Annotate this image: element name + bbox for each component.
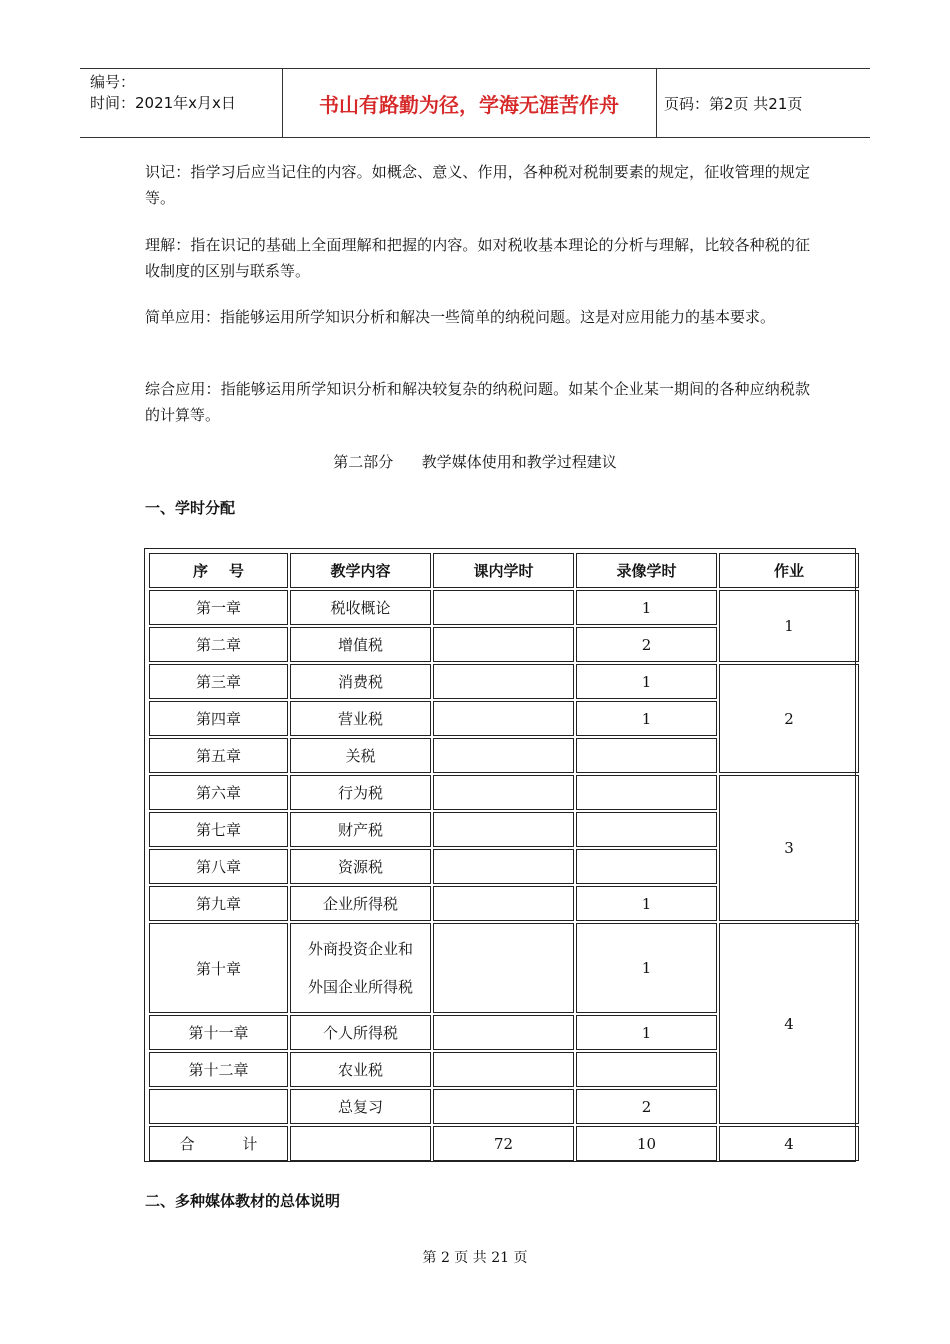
cell-class-hours bbox=[433, 664, 574, 699]
date-label: 时间：2021年x月x日 bbox=[90, 94, 236, 112]
code-label: 编号： bbox=[90, 73, 136, 91]
cell-video-hours: 1 bbox=[576, 1015, 717, 1050]
cell-seq: 第九章 bbox=[149, 886, 288, 921]
cell-class-hours bbox=[433, 1052, 574, 1087]
header-homework: 作业 bbox=[719, 553, 859, 588]
header-class-hours: 课内学时 bbox=[433, 553, 574, 588]
cell-content: 农业税 bbox=[290, 1052, 431, 1087]
cell-content-line: 外国企业所得税 bbox=[307, 978, 413, 996]
cell-content: 消费税 bbox=[290, 664, 431, 699]
cell-homework: 2 bbox=[719, 664, 859, 773]
cell-video-hours: 1 bbox=[576, 701, 717, 736]
hours-table bbox=[147, 551, 861, 1163]
cell-video-hours: 2 bbox=[576, 627, 717, 662]
cell-seq: 第十章 bbox=[149, 923, 288, 1013]
cell-content: 行为税 bbox=[290, 775, 431, 810]
cell-seq: 第十二章 bbox=[149, 1052, 288, 1087]
cell-homework: 1 bbox=[719, 590, 859, 662]
header-page-number: 页码：第2页 共21页 bbox=[664, 94, 803, 113]
cell-content bbox=[290, 923, 431, 1013]
part-title: 第二部分 教学媒体使用和教学过程建议 bbox=[333, 453, 617, 471]
cell-seq: 第三章 bbox=[149, 664, 288, 699]
header-divider bbox=[656, 69, 657, 137]
cell-class-hours bbox=[433, 923, 574, 1013]
cell-content: 关税 bbox=[290, 738, 431, 773]
table-row bbox=[149, 590, 859, 625]
cell-video-hours bbox=[576, 849, 717, 884]
cell-homework: 4 bbox=[719, 923, 859, 1124]
cell-video-hours: 2 bbox=[576, 1089, 717, 1124]
cell-class-hours bbox=[433, 701, 574, 736]
cell-content: 营业税 bbox=[290, 701, 431, 736]
header-video-hours: 录像学时 bbox=[576, 553, 717, 588]
cell-seq: 第四章 bbox=[149, 701, 288, 736]
cell-class-hours bbox=[433, 812, 574, 847]
header-meta bbox=[90, 72, 236, 114]
cell-total-label: 合 计 bbox=[149, 1126, 288, 1161]
cell-video-hours bbox=[576, 738, 717, 773]
cell-class-hours bbox=[433, 627, 574, 662]
cell-seq: 第五章 bbox=[149, 738, 288, 773]
paragraph-simple-application: 简单应用：指能够运用所学知识分析和解决一些简单的纳税问题。这是对应用能力的基本要求。 bbox=[145, 308, 776, 326]
cell-video-hours: 1 bbox=[576, 886, 717, 921]
cell-content: 资源税 bbox=[290, 849, 431, 884]
cell-homework: 3 bbox=[719, 775, 859, 921]
section-heading-media: 二、多种媒体教材的总体说明 bbox=[145, 1192, 341, 1210]
cell-class-hours bbox=[433, 886, 574, 921]
table-total-row bbox=[149, 1126, 859, 1161]
cell-class-hours bbox=[433, 849, 574, 884]
paragraph-comprehensive-application: 综合应用：指能够运用所学知识分析和解决较复杂的纳税问题。如某个企业某一期间的各种应纳税款的计算等。 bbox=[145, 380, 810, 424]
cell-content: 增值税 bbox=[290, 627, 431, 662]
cell-content: 税收概论 bbox=[290, 590, 431, 625]
cell-content-gap bbox=[291, 959, 430, 977]
cell-class-hours bbox=[433, 775, 574, 810]
cell-content-line: 外商投资企业和 bbox=[307, 940, 413, 958]
header-content: 教学内容 bbox=[290, 553, 431, 588]
cell-seq: 第十一章 bbox=[149, 1015, 288, 1050]
cell-video-hours: 1 bbox=[576, 923, 717, 1013]
paragraph-memorize: 识记：指学习后应当记住的内容。如概念、意义、作用，各种税对税制要素的规定，征收管理的规定等。 bbox=[145, 163, 810, 207]
cell-seq bbox=[149, 1089, 288, 1124]
cell-content: 个人所得税 bbox=[290, 1015, 431, 1050]
cell-total-homework: 4 bbox=[719, 1126, 859, 1161]
cell-class-hours bbox=[433, 1089, 574, 1124]
cell-total-video-hours: 10 bbox=[576, 1126, 717, 1161]
cell-seq: 第二章 bbox=[149, 627, 288, 662]
cell-video-hours bbox=[576, 1052, 717, 1087]
cell-content: 财产税 bbox=[290, 812, 431, 847]
table-row bbox=[149, 923, 859, 1013]
cell-seq: 第一章 bbox=[149, 590, 288, 625]
cell-video-hours bbox=[576, 812, 717, 847]
paragraph-understand: 理解：指在识记的基础上全面理解和把握的内容。如对税收基本理论的分析与理解，比较各种税的征收制度的区别与联系等。 bbox=[145, 236, 810, 280]
page-header bbox=[80, 68, 870, 138]
cell-total-content bbox=[290, 1126, 431, 1161]
cell-total-class-hours: 72 bbox=[433, 1126, 574, 1161]
cell-content: 企业所得税 bbox=[290, 886, 431, 921]
header-seq: 序 号 bbox=[149, 553, 288, 588]
table-row bbox=[149, 775, 859, 810]
section-heading-hours: 一、学时分配 bbox=[145, 499, 236, 517]
cell-video-hours: 1 bbox=[576, 590, 717, 625]
cell-video-hours: 1 bbox=[576, 664, 717, 699]
cell-seq: 第六章 bbox=[149, 775, 288, 810]
cell-class-hours bbox=[433, 738, 574, 773]
cell-seq: 第八章 bbox=[149, 849, 288, 884]
page-footer: 第 2 页 共 21 页 bbox=[422, 1250, 528, 1266]
cell-class-hours bbox=[433, 1015, 574, 1050]
cell-content: 总复习 bbox=[290, 1089, 431, 1124]
cell-class-hours bbox=[433, 590, 574, 625]
table-header-row bbox=[149, 553, 859, 588]
table-row bbox=[149, 664, 859, 699]
cell-seq: 第七章 bbox=[149, 812, 288, 847]
cell-video-hours bbox=[576, 775, 717, 810]
header-motto: 书山有路勤为径，学海无涯苦作舟 bbox=[319, 92, 619, 117]
